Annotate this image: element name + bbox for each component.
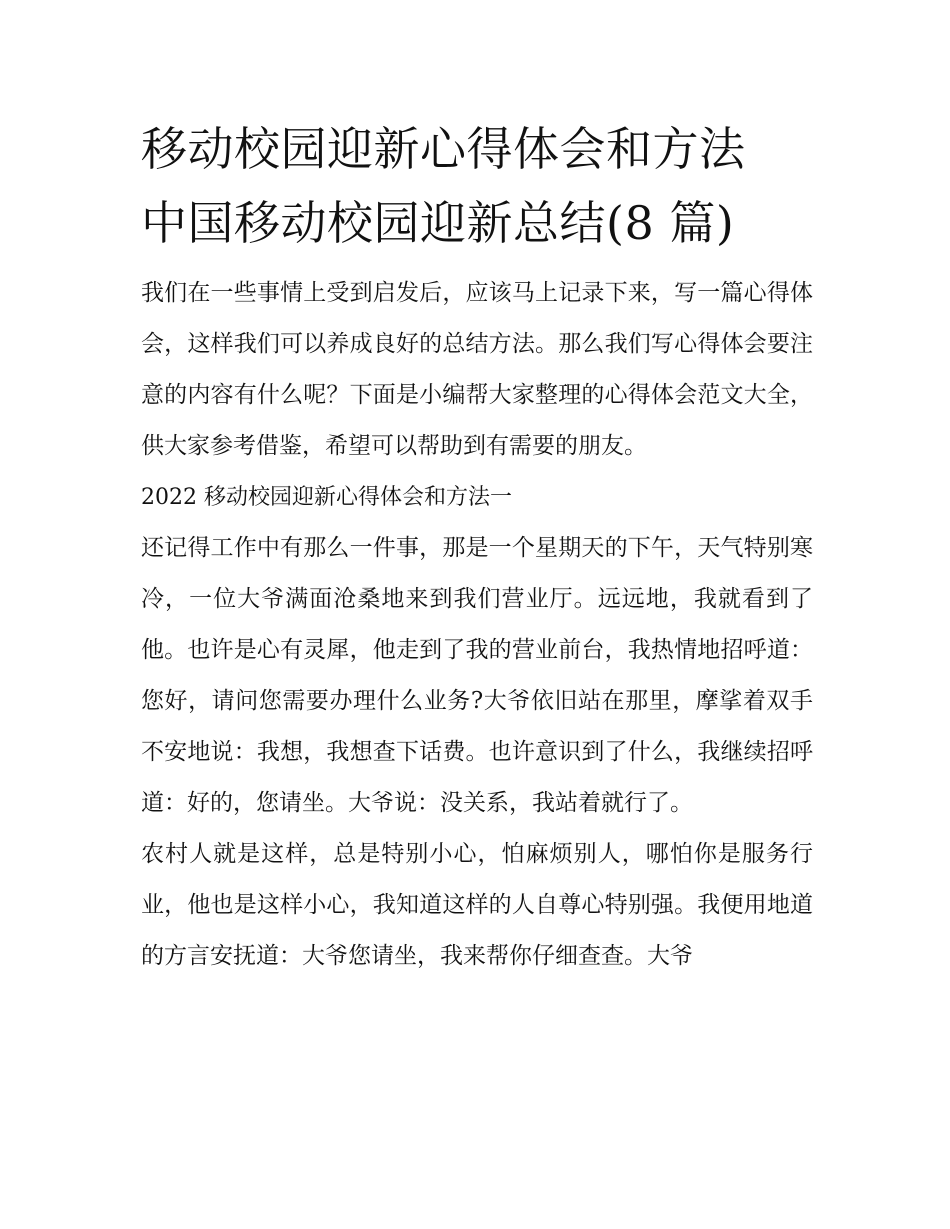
body-paragraph-1: 还记得工作中有那么一件事，那是一个星期天的下午，天气特别寒冷，一位大爷满面沧桑地来到我们营业厅。远远地，我就看到了他。也许是心有灵犀，他走到了我的营业前台，我热情地招呼道：您好，请问您需要办理什么业务?大爷依旧站在那里，摩挲着双手不安地说：我想，我想查下话费。也许意识到了什么，我继续招呼道：好的，您请坐。大爷说：没关系，我站着就行了。 (141, 535, 813, 816)
intro-paragraph: 我们在一些事情上受到启发后，应该马上记录下来，写一篇心得体会，这样我们可以养成良好的总结方法。那么我们写心得体会要注意的内容有什么呢？下面是小编帮大家整理的心得体会范文大全，供大家参考借鉴，希望可以帮助到有需要的朋友。 (141, 280, 813, 459)
document-title (141, 112, 821, 260)
title-line-1: 移动校园迎新心得体会和方法 (141, 122, 746, 176)
section-heading: 2022 移动校园迎新心得体会和方法一 (141, 485, 512, 510)
document-content (141, 112, 813, 982)
body-paragraph-2: 农村人就是这样，总是特别小心，怕麻烦别人，哪怕你是服务行业，他也是这样小心，我知道这样的人自尊心特别强。我便用地道的方言安抚道：大爷您请坐，我来帮你仔细查查。大爷 (141, 841, 813, 969)
title-line-2: 中国移动校园迎新总结(8 篇) (141, 196, 735, 250)
